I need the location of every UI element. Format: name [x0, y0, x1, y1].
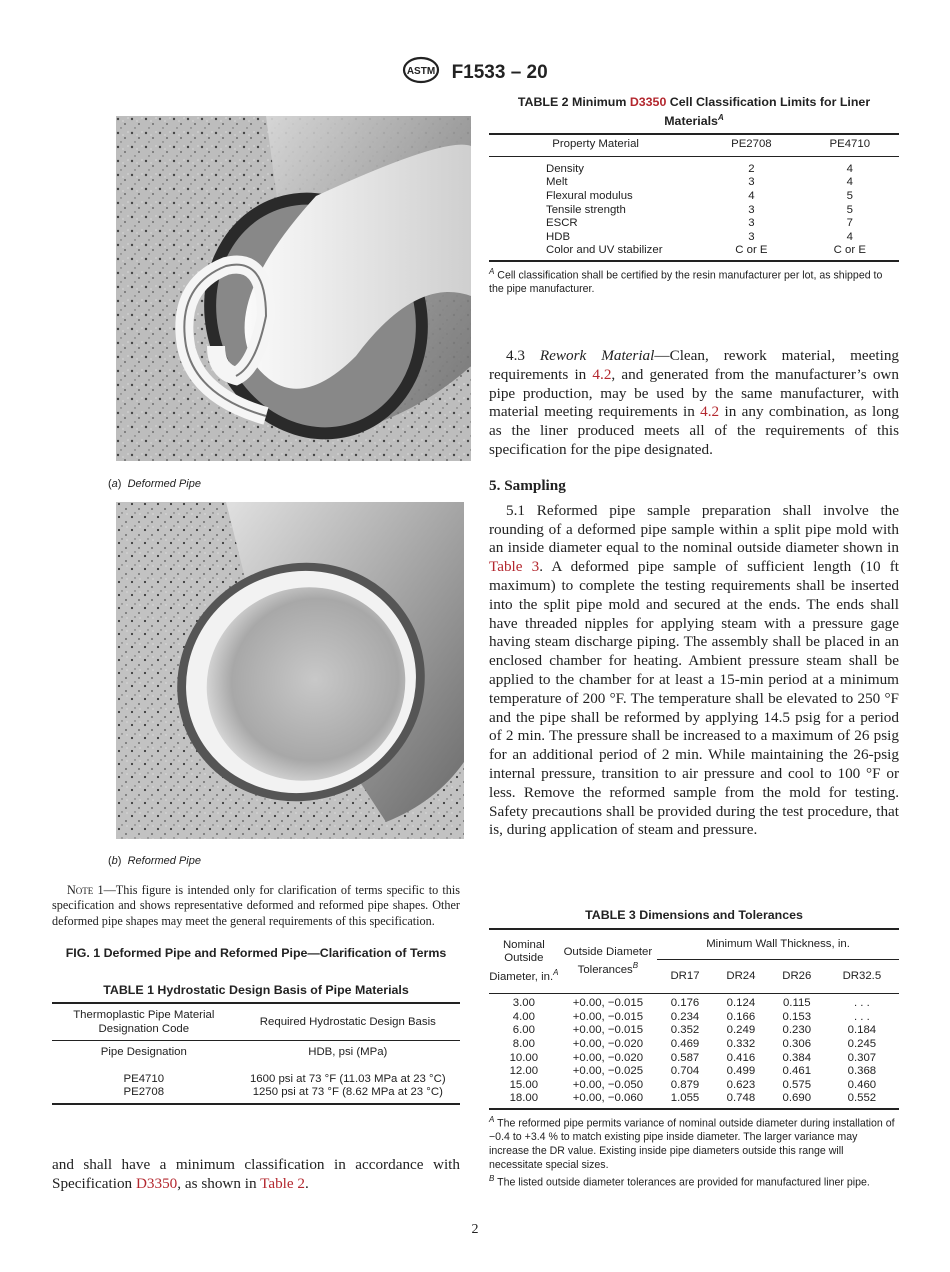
- link-table3[interactable]: Table 3: [489, 558, 540, 576]
- section-5: 5. Sampling 5.1 Reformed pipe sample preparation shall involve the rounding of a deformed pipe sample within a split pipe mold with an inside diameter equal to the nominal outside diameter shown in Table 3. A deformed pipe sample of sufficient length (10 ft maximum) to complete the testing requirements shall be inserted into the split pipe mold and secured at the ends. The ends shall have threaded nipples for applying steam with a pressure gage having steam discharge piping. The assembly shall be placed in an enclosed chamber for heating. Ambient pressure steam shall be applied to the chamber for at least a 15-min period at a minimum temperature of 200 °F. The temperature shall be elevated to 250 °F and the pipe shall be reformed by applying 14.5 psig for a period of 2 min. The pressure shall be increased to a maximum of 26 psig for an additional period of 2 min. While maintaining the 26-psig internal pressure, transition to air pressure and cool to 100 °F or less. Remove the reformed sample from the mold for testing. Safety precautions shall be provided during the test procedure, that is, during application of steam and pressure.: [489, 477, 899, 839]
- link-d3350-table2[interactable]: D3350: [629, 95, 667, 109]
- table-row: PE2708 1250 psi at 73 °F (8.62 MPa at 23 °C): [123, 1086, 443, 1099]
- table1-sub2: HDB, psi (MPa): [308, 1046, 388, 1059]
- table-row: 8.00 +0.00, −0.020 0.469 0.332 0.306 0.245: [512, 1037, 877, 1050]
- table3-title: TABLE 3 Dimensions and Tolerances: [585, 908, 803, 922]
- table-row: PE4710 1600 psi at 73 °F (11.03 MPa at 23 °C): [123, 1072, 446, 1085]
- table-row: Density 2 4: [546, 162, 853, 175]
- table-row: 10.00 +0.00, −0.020 0.587 0.416 0.384 0.307: [509, 1051, 877, 1064]
- table1: [52, 983, 460, 1105]
- astm-logo: [402, 56, 440, 90]
- figure-title: FIG. 1 Deformed Pipe and Reformed Pipe—Clarification of Terms: [65, 946, 447, 960]
- table2-title: TABLE 2 Minimum D3350 Cell Classification Limits for Liner Materials$^A$: [517, 95, 871, 129]
- figure-caption-a: (a) Deformed Pipe: [108, 478, 201, 490]
- table-row: Color and UV stabilizer C or E C or E: [546, 244, 866, 257]
- table3: TABLE 3 Dimensions and Tolerances Nominal Outside Diameter, in.$^A$ Outside Diameter Tolerances$^B$ Minimum Wall Thickness, in. DR17 DR24 DR26 DR32.5 3.00 +0.00, −0.015 0.176 0.124 0.115 . . . 4.00 +0.00, −0.015 0.234 0.166 0.153 . . . 6.00 +0.00, −0.015 0.352 0.249 0.230 0.184 8.00 +0.00, −0.020 0.469 0.332 0.306 0.245 10.00 +0.00, −0.020 0.587 0.416 0.384 0.307 12.00 +0.00, −0.025 0.704 0.499 0.461 0.368 15.00 +0.00, −0.050 0.879 0.623 0.575 0.460 18.00 +0.00, −0.060 1.055 0.748 0.690 0.552 $^A$ The reformed pipe permits variance of nominal outside diameter during installation of −0.4 to +3.4 % to match existing pipe inside diameter. The larger variance may increase the DR value. Existing inside pipe diameters outside this range will necessitate special sizes. $^B$ The listed outside diameter tolerances are provided for manufactured liner pipe.: [489, 908, 899, 1190]
- page-header: [0, 56, 950, 90]
- table1-sub1: Pipe Designation: [100, 1046, 187, 1059]
- link-table2[interactable]: Table 2: [260, 1174, 306, 1192]
- svg-text:ASTM: ASTM: [407, 66, 436, 77]
- doc-id: F1533 – 20: [451, 62, 548, 84]
- table-row: Tensile strength 3 5: [546, 203, 853, 216]
- table3-footnote-a: $^A$ The reformed pipe permits variance of nominal outside diameter during installation of −0.4 to +3.4 % to match existing pipe inside diameter. The larger variance may increase the DR value. Existing inside pipe diameters outside this range will necessitate special sizes.: [489, 1114, 895, 1172]
- table-row: 12.00 +0.00, −0.025 0.704 0.499 0.461 0.368: [509, 1065, 877, 1078]
- left-paragraph: and shall have a minimum classification in accordance with Specification D3350, as shown in Table 2.: [52, 1156, 460, 1192]
- link-4-2-second[interactable]: 4.2: [700, 403, 720, 421]
- figure-caption-b: (b) Reformed Pipe: [108, 855, 201, 867]
- table3-h-wall: Minimum Wall Thickness, in.: [657, 929, 899, 959]
- figure-note: Note 1—This figure is intended only for clarification of terms specific to this specification and shows representative deformed and reformed pipe shapes. Other deformed pipe shapes may meet the general requirements of this specification.: [52, 883, 461, 928]
- table1-title: TABLE 1 Hydrostatic Design Basis of Pipe Materials: [103, 983, 409, 997]
- table2-footnote: $^A$ Cell classification shall be certified by the resin manufacturer per lot, as shipped to the pipe manufacturer.: [489, 266, 883, 296]
- table-row: 4.00 +0.00, −0.015 0.234 0.166 0.153 . . .: [512, 1010, 870, 1023]
- link-4-2[interactable]: 4.2: [592, 365, 612, 383]
- section-5-heading: 5. Sampling: [489, 477, 566, 494]
- table-row: 3.00 +0.00, −0.015 0.176 0.124 0.115 . . .: [512, 997, 870, 1010]
- table-row: Flexural modulus 4 5: [546, 189, 853, 202]
- table-row: 18.00 +0.00, −0.060 1.055 0.748 0.690 0.552: [509, 1092, 877, 1105]
- table-row: ESCR 3 7: [546, 217, 853, 230]
- table1-col1-header: Thermoplastic Pipe Material Designation Code: [73, 1009, 215, 1035]
- page-number: 2: [471, 1222, 479, 1237]
- table3-footnote-b: $^B$ The listed outside diameter tolerances are provided for manufactured liner pipe.: [489, 1174, 870, 1189]
- table-row: 6.00 +0.00, −0.015 0.352 0.249 0.230 0.184: [512, 1024, 877, 1037]
- table3-h-nominal: Nominal Outside Diameter, in.$^A$: [489, 929, 559, 994]
- section-4-3: 4.3 Rework Material—Clean, rework material, meeting requirements in 4.2, and generated from the manufacturer’s own pipe production, may be used by the same manufacturer, with material meeting requirements in 4.2 in any combination, as long as the liner produced meets all of the requirements of this specification for the pipe designated.: [489, 347, 900, 458]
- table1-col2-header: Required Hydrostatic Design Basis: [259, 1015, 436, 1028]
- table3-h-tol: Outside Diameter Tolerances$^B$: [559, 929, 657, 994]
- figure-reformed-pipe: [116, 502, 464, 839]
- table-row: Melt 3 4: [546, 176, 853, 189]
- table2: TABLE 2 Minimum D3350 Cell Classification Limits for Liner Materials$^A$ Property Material PE2708 PE4710 Density 2 4 Melt 3 4 Flexural modulus 4 5 Tensile strength 3 5 ESCR 3 7 HDB 3 4 Color and UV stabilizer C or E C or E $^A$ Cell classification shall be certified by the resin manufacturer per lot, as shipped to the pipe manufacturer.: [489, 95, 899, 296]
- figure-deformed-pipe: [116, 116, 471, 461]
- table-row: 15.00 +0.00, −0.050 0.879 0.623 0.575 0.460: [509, 1078, 877, 1091]
- link-d3350[interactable]: D3350: [135, 1174, 178, 1192]
- table-row: HDB 3 4: [546, 230, 853, 243]
